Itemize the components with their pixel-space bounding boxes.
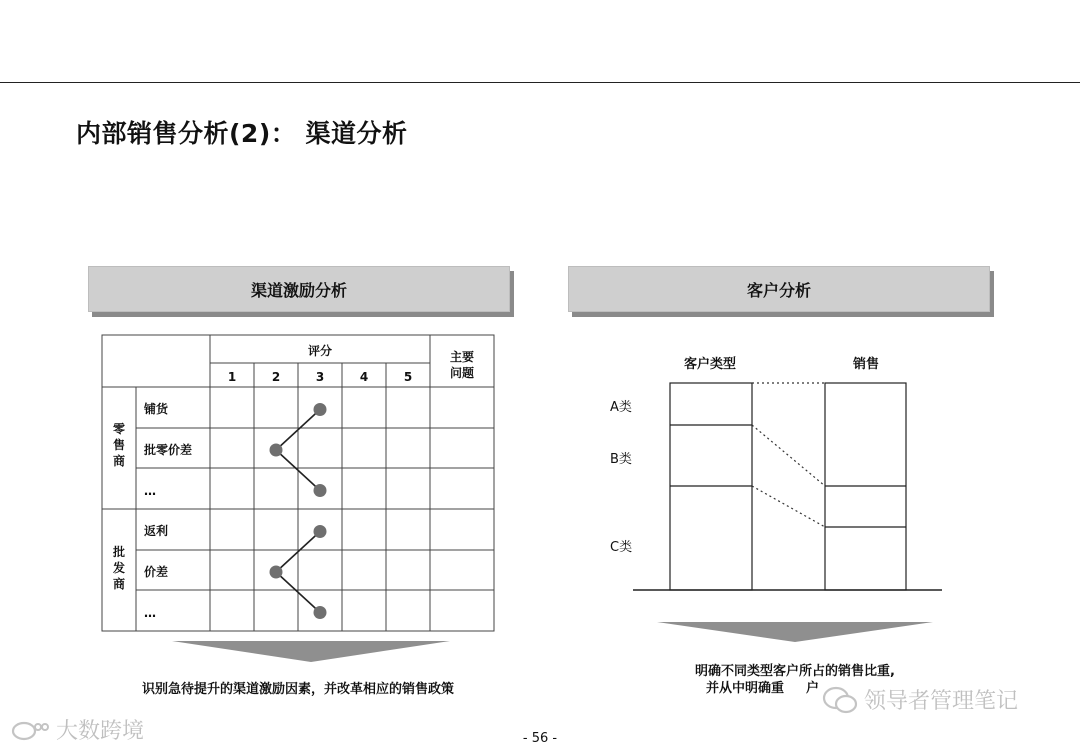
score-dot	[314, 525, 327, 538]
group-label-wholesaler: 批发商	[112, 545, 126, 591]
category-label-c: C类	[610, 540, 633, 555]
group-label-retailer: 零售商	[112, 422, 126, 468]
category-label-b: B类	[610, 452, 632, 467]
watermark-right	[822, 684, 1018, 715]
score-label-5: 5	[403, 370, 413, 384]
left-panel-header: 渠道激励分析	[88, 266, 510, 312]
score-dot	[314, 606, 327, 619]
row-label: 价差	[144, 565, 169, 579]
page-number: - 56 -	[522, 731, 558, 746]
sales-header: 销售	[852, 357, 880, 372]
customer-type-header: 客户类型	[683, 357, 737, 372]
row-label: …	[144, 606, 156, 620]
category-label-a: A类	[610, 400, 632, 415]
score-label-4: 4	[359, 370, 369, 384]
right-caption-line1: 明确不同类型客户所占的销售比重,	[695, 664, 895, 679]
right-caption-line2-text: 并从中明确重	[706, 681, 785, 696]
score-label-2: 2	[271, 370, 281, 384]
right-panel-header: 客户分析	[568, 266, 990, 312]
row-label: 批零价差	[144, 443, 193, 457]
left-caption: 识别急待提升的渠道激励因素，并改革相应的销售政策	[141, 682, 454, 697]
wechat-logo-icon	[822, 685, 858, 715]
issue-header: 主要问题	[449, 350, 475, 380]
score-dot	[270, 444, 283, 457]
right-caption-line2	[706, 677, 819, 696]
score-header: 评分	[307, 344, 333, 358]
score-dot	[270, 566, 283, 579]
page-title: 内部销售分析(2)： 渠道分析	[76, 119, 408, 148]
score-label-3: 3	[315, 370, 325, 384]
right-caption-line2-tail: 户	[806, 681, 820, 696]
score-dot	[314, 403, 327, 416]
row-label: 铺货	[144, 402, 169, 416]
watermark-left-text: 大数跨境	[56, 719, 145, 744]
row-label: …	[144, 484, 156, 498]
score-label-1: 1	[227, 370, 237, 384]
left-arrow	[172, 641, 450, 662]
watermark-right-text: 领导者管理笔记	[864, 689, 1019, 714]
row-label: 返利	[144, 524, 169, 538]
table-grid	[102, 335, 494, 631]
score-dot	[314, 484, 327, 497]
